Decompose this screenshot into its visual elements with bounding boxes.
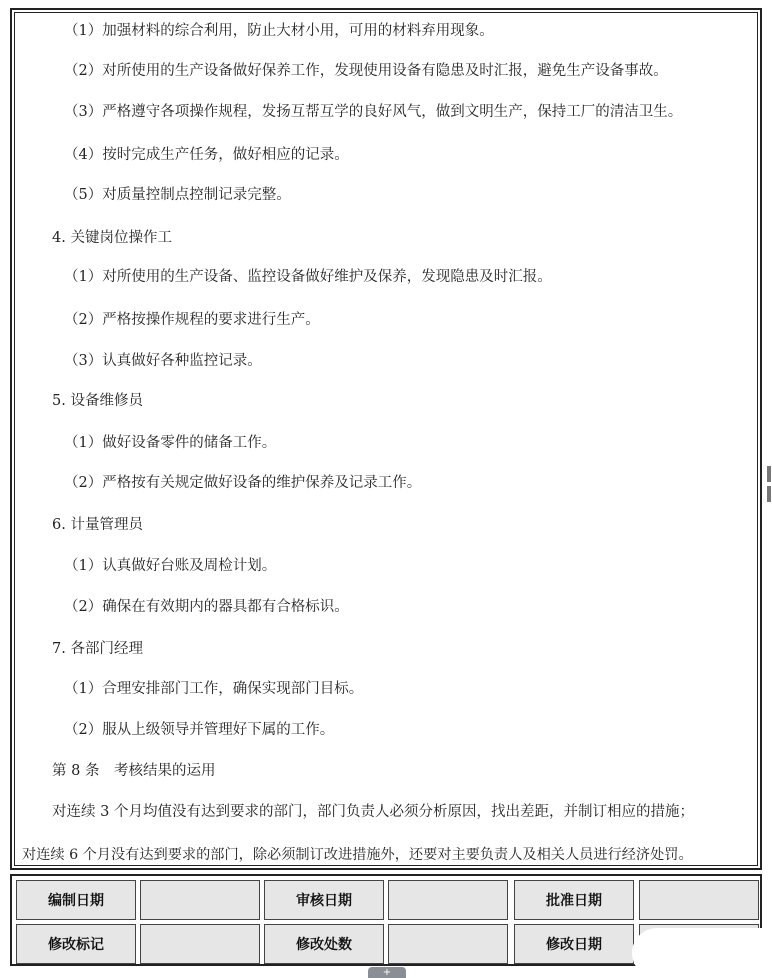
expand-tab[interactable] — [368, 967, 406, 978]
value-cell[interactable] — [388, 880, 508, 920]
value-cell[interactable] — [388, 924, 508, 964]
label-cell: 编制日期 — [16, 880, 136, 920]
text-line: （1）加强材料的综合利用，防止大材小用，可用的材料弃用现象。 — [64, 23, 494, 39]
text-line: （1）合理安排部门工作，确保实现部门目标。 — [64, 681, 364, 697]
text-line: （2）对所使用的生产设备做好保养工作，发现使用设备有隐患及时汇报，避免生产设备事故。 — [64, 63, 668, 79]
text-line: （5）对质量控制点控制记录完整。 — [64, 187, 291, 203]
text-line: （1）做好设备零件的储备工作。 — [64, 435, 277, 451]
article-heading: 第 8 条 考核结果的运用 — [52, 763, 216, 779]
label-cell: 修改标记 — [16, 924, 136, 964]
overlay-blob — [632, 928, 772, 978]
paragraph-line: 对连续 6 个月没有达到要求的部门，除必须制订改进措施外，还要对主要负责人及相关人员进行经济处罚。 — [22, 847, 693, 863]
text-line: （4）按时完成生产任务，做好相应的记录。 — [64, 147, 349, 163]
text-line: （2）严格按有关规定做好设备的维护保养及记录工作。 — [64, 475, 422, 491]
label-cell: 修改处数 — [264, 924, 384, 964]
scroll-marker[interactable] — [767, 486, 771, 502]
text-line: （2）服从上级领导并管理好下属的工作。 — [64, 722, 335, 738]
label-cell: 审核日期 — [264, 880, 384, 920]
value-cell[interactable] — [140, 924, 260, 964]
section-heading: 4. 关键岗位操作工 — [52, 230, 172, 246]
text-line: （3）认真做好各种监控记录。 — [64, 353, 262, 369]
text-line: （3）严格遵守各项操作规程，发扬互帮互学的良好风气，做到文明生产，保持工厂的清洁卫生。 — [64, 104, 683, 120]
scroll-marker[interactable] — [767, 466, 771, 482]
text-line: （2）确保在有效期内的器具都有合格标识。 — [64, 599, 349, 615]
section-heading: 7. 各部门经理 — [52, 641, 143, 657]
value-cell[interactable] — [639, 880, 759, 920]
plus-icon: + — [382, 967, 392, 978]
section-heading: 5. 设备维修员 — [52, 393, 143, 409]
label-cell: 批准日期 — [514, 880, 634, 920]
value-cell[interactable] — [140, 880, 260, 920]
label-cell: 修改日期 — [514, 924, 634, 964]
section-heading: 6. 计量管理员 — [52, 517, 143, 533]
text-line: （1）对所使用的生产设备、监控设备做好维护及保养，发现隐患及时汇报。 — [64, 269, 552, 285]
text-line: （2）严格按操作规程的要求进行生产。 — [64, 312, 320, 328]
paragraph-line: 对连续 3 个月均值没有达到要求的部门，部门负责人必须分析原因，找出差距，并制订相应的措施； — [52, 804, 694, 820]
text-line: （1）认真做好台账及周检计划。 — [64, 558, 277, 574]
